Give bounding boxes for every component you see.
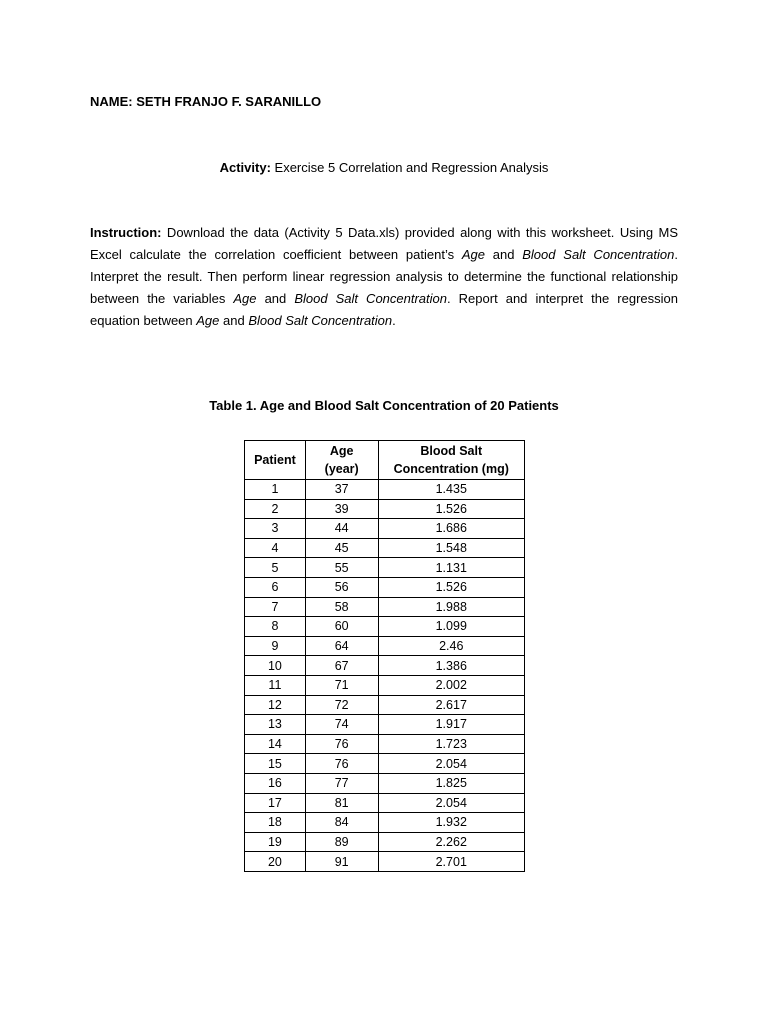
header-blood-salt [378,441,524,480]
cell-bsc: 1.526 [378,577,524,597]
cell-age: 58 [305,597,378,617]
instruction-age-1: Age [461,247,486,262]
table-row [245,519,525,539]
table-row [245,695,525,715]
cell-age: 89 [305,832,378,852]
cell-age: 55 [305,558,378,578]
instruction-and-2: and [256,291,295,306]
table-row [245,617,525,637]
cell-age: 56 [305,577,378,597]
cell-patient: 2 [245,499,306,519]
cell-age: 72 [305,695,378,715]
cell-bsc: 2.002 [378,675,524,695]
table-row [245,577,525,597]
instruction-bsc-2: Blood Salt Concentration [294,291,447,306]
cell-patient: 9 [245,636,306,656]
cell-age: 37 [305,480,378,500]
instruction-bsc-1: Blood Salt Concentration [522,247,675,262]
instruction-paragraph [90,222,678,332]
cell-age: 81 [305,793,378,813]
cell-bsc: 1.131 [378,558,524,578]
cell-bsc: 1.435 [378,480,524,500]
cell-patient: 7 [245,597,306,617]
table-row [245,813,525,833]
table-row [245,499,525,519]
cell-bsc: 1.932 [378,813,524,833]
header-age-line1: Age [329,444,354,458]
table-row [245,832,525,852]
cell-age: 44 [305,519,378,539]
table-row [245,675,525,695]
cell-patient: 4 [245,538,306,558]
instruction-and-1: and [485,247,523,262]
cell-patient: 19 [245,832,306,852]
activity-title [0,160,768,175]
header-bsc-line2: Concentration (mg) [393,462,509,476]
cell-bsc: 1.386 [378,656,524,676]
table-row [245,558,525,578]
cell-patient: 14 [245,734,306,754]
patient-data-table [244,440,525,872]
cell-patient: 15 [245,754,306,774]
cell-age: 71 [305,675,378,695]
table-caption: Table 1. Age and Blood Salt Concentration of 20 Patients [209,398,559,413]
cell-age: 64 [305,636,378,656]
header-age-line2: (year) [324,462,359,476]
cell-bsc: 2.262 [378,832,524,852]
table-row [245,852,525,872]
cell-age: 60 [305,617,378,637]
cell-bsc: 2.46 [378,636,524,656]
table-row [245,538,525,558]
table-row [245,793,525,813]
cell-patient: 16 [245,773,306,793]
cell-patient: 11 [245,675,306,695]
cell-patient: 18 [245,813,306,833]
activity-label: Activity: [219,160,271,175]
cell-age: 76 [305,754,378,774]
instruction-text-2: . Interpret the result. Then perform linear regression analysis to determine the functional relationship between the variables [90,247,678,306]
table-header-row [245,441,525,480]
cell-age: 76 [305,734,378,754]
cell-bsc: 1.917 [378,715,524,735]
cell-age: 67 [305,656,378,676]
name-label: NAME: [90,94,133,109]
header-age [305,441,378,480]
cell-patient: 6 [245,577,306,597]
cell-bsc: 1.099 [378,617,524,637]
cell-bsc: 2.054 [378,793,524,813]
table-row [245,715,525,735]
instruction-and-3: and [219,313,249,328]
table-row [245,773,525,793]
cell-patient: 13 [245,715,306,735]
table-row [245,734,525,754]
table-row [245,597,525,617]
cell-age: 91 [305,852,378,872]
cell-bsc: 2.054 [378,754,524,774]
cell-bsc: 1.548 [378,538,524,558]
cell-age: 84 [305,813,378,833]
cell-patient: 17 [245,793,306,813]
cell-patient: 3 [245,519,306,539]
table-row [245,656,525,676]
cell-age: 39 [305,499,378,519]
cell-age: 45 [305,538,378,558]
instruction-bsc-3: Blood Salt Concentration [248,313,393,328]
cell-bsc: 2.617 [378,695,524,715]
cell-patient: 5 [245,558,306,578]
cell-bsc: 1.825 [378,773,524,793]
cell-patient: 8 [245,617,306,637]
cell-patient: 10 [245,656,306,676]
cell-patient: 20 [245,852,306,872]
student-name: SETH FRANJO F. SARANILLO [136,94,322,109]
cell-bsc: 2.701 [378,852,524,872]
cell-age: 74 [305,715,378,735]
cell-patient: 12 [245,695,306,715]
activity-value: Exercise 5 Correlation and Regression Analysis [274,160,549,175]
cell-age: 77 [305,773,378,793]
header-bsc-line1: Blood Salt [420,444,483,458]
instruction-text-4: . [392,313,396,328]
cell-bsc: 1.526 [378,499,524,519]
instruction-text-3: . Report and interpret the regression equation between [90,291,678,328]
table-row [245,480,525,500]
instruction-label: Instruction: [90,225,162,240]
table-row [245,636,525,656]
table-row [245,754,525,774]
instruction-age-3: Age [196,313,220,328]
student-name-line [90,94,321,109]
cell-bsc: 1.723 [378,734,524,754]
instruction-text-1: Download the data (Activity 5 Data.xls) provided along with this worksheet. Using MS Excel calculate the correlation coefficient between patient’s [90,225,678,262]
table-body [245,480,525,872]
header-patient: Patient [245,441,306,480]
instruction-age-2: Age [233,291,257,306]
cell-bsc: 1.686 [378,519,524,539]
cell-bsc: 1.988 [378,597,524,617]
cell-patient: 1 [245,480,306,500]
